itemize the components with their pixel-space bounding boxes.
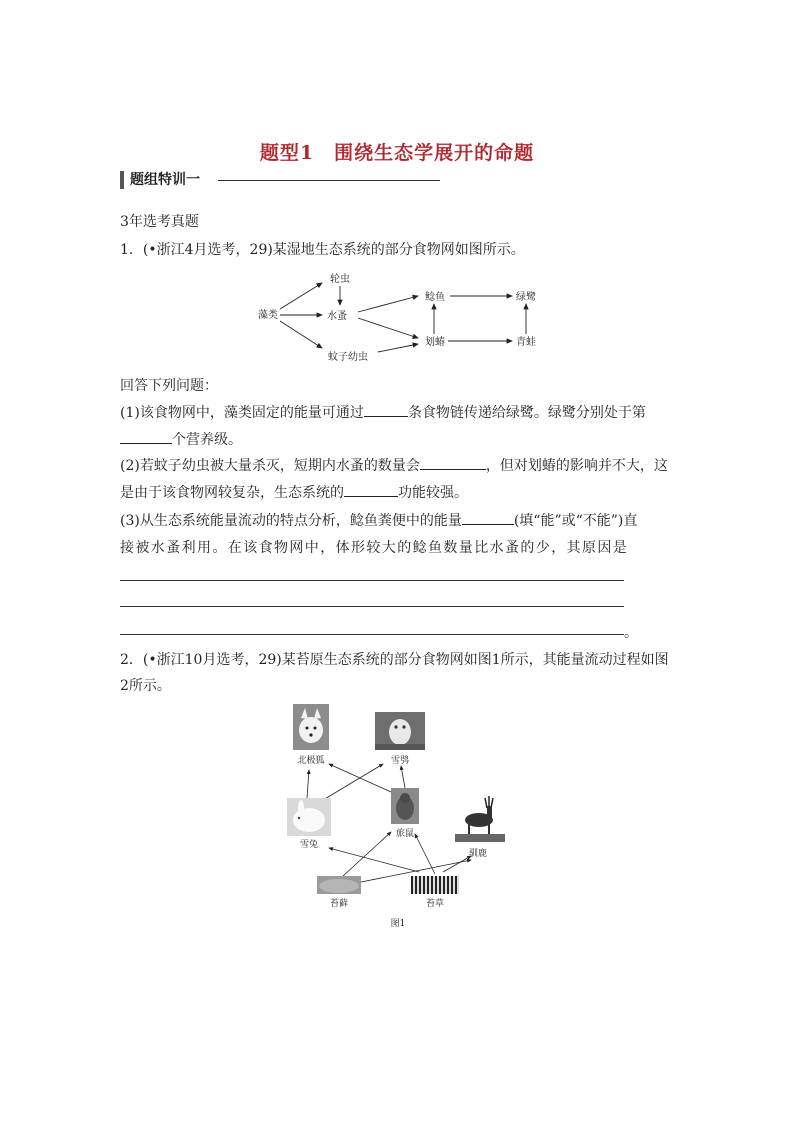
arctic-fox-photo <box>293 704 329 750</box>
question1-part1-line1 <box>120 402 676 423</box>
snowy-owl-photo <box>375 712 425 750</box>
part3-text-b: (填“能”或“不能”)直 <box>513 513 638 529</box>
part1-text-a: (1)该食物网中，藻类固定的能量可通过 <box>120 405 364 421</box>
node-green-heron: 绿鹭 <box>516 292 536 303</box>
label-arctic-fox: 北极狐 <box>297 756 325 766</box>
answer-end-mark: 。 <box>624 625 638 641</box>
node-backswimmer: 划蝽 <box>425 337 445 348</box>
section-marker <box>120 171 124 189</box>
part3-text-a: (3)从生态系统能量流动的特点分析，鲶鱼粪便中的能量 <box>120 513 462 529</box>
answer-blank[interactable] <box>120 429 172 444</box>
question2-stem-line2: 2所示。 <box>120 678 171 694</box>
part2-text-b: ，但对划蝽的影响并不大，这 <box>485 458 668 474</box>
node-rotifer: 轮虫 <box>330 274 350 285</box>
node-mosquito-larva: 蚊子幼虫 <box>328 352 368 363</box>
answer-blank[interactable] <box>420 455 486 470</box>
answer-line[interactable] <box>120 634 624 635</box>
question2-stem-line1: 2．(•浙江10月选考，29)某苔原生态系统的部分食物网如图1所示，其能量流动过程如图 <box>120 652 669 668</box>
part2-text-d: 功能较强。 <box>398 485 468 501</box>
tundra-food-web-figure <box>283 700 513 932</box>
label-sedge: 苔草 <box>425 899 444 909</box>
question1-part3-line2: 接被水蚤利用。在该食物网中，体形较大的鲶鱼数量比水蚤的少，其原因是 <box>120 540 629 556</box>
answer-blank[interactable] <box>344 482 398 497</box>
wetland-food-web <box>250 266 550 366</box>
section-label: 题组特训一 <box>130 172 200 188</box>
page-title: 题型1 围绕生态学展开的命题 <box>259 142 535 164</box>
lemming-photo <box>391 788 419 824</box>
part2-text-a: (2)若蚊子幼虫被大量杀灭，短期内水蚤的数量会 <box>120 458 420 474</box>
part2-text-c: 是由于该食物网较复杂，生态系统的 <box>120 485 344 501</box>
part1-text-b: 条食物链传递给绿鹭。绿鹭分别处于第 <box>407 405 646 421</box>
question1-stem: 1．(•浙江4月选考，29)某湿地生态系统的部分食物网如图所示。 <box>120 242 525 258</box>
label-lemming: 旅鼠 <box>395 829 414 839</box>
label-snowy-owl: 雪鸮 <box>390 756 409 766</box>
node-water-flea: 水蚤 <box>327 311 347 322</box>
subheading: 3年选考真题 <box>120 214 199 230</box>
label-reindeer: 驯鹿 <box>468 849 487 859</box>
question1-part1-line2 <box>120 429 676 450</box>
part1-text-c: 个营养级。 <box>172 432 242 448</box>
question1-part2-line2 <box>120 482 676 503</box>
section-rule <box>218 180 440 181</box>
label-snowshoe-hare: 雪兔 <box>299 840 318 850</box>
question1-prompt: 回答下列问题： <box>120 378 218 394</box>
node-catfish: 鲶鱼 <box>425 292 445 303</box>
reindeer-photo <box>455 794 505 842</box>
moss-photo <box>317 876 361 894</box>
answer-blank[interactable] <box>462 510 514 525</box>
section-header <box>120 171 440 189</box>
question1-part3-line1 <box>120 510 676 531</box>
figure1-caption: 图1 <box>390 919 406 929</box>
answer-blank[interactable] <box>364 402 408 417</box>
label-moss: 苔藓 <box>329 899 348 909</box>
answer-line[interactable] <box>120 606 624 607</box>
sedge-photo <box>411 876 459 894</box>
answer-line[interactable] <box>120 580 624 581</box>
question1-part2-line1 <box>120 455 676 476</box>
node-frog: 青蛙 <box>516 337 536 348</box>
node-algae: 藻类 <box>258 310 278 321</box>
snowshoe-hare-photo <box>287 798 331 836</box>
